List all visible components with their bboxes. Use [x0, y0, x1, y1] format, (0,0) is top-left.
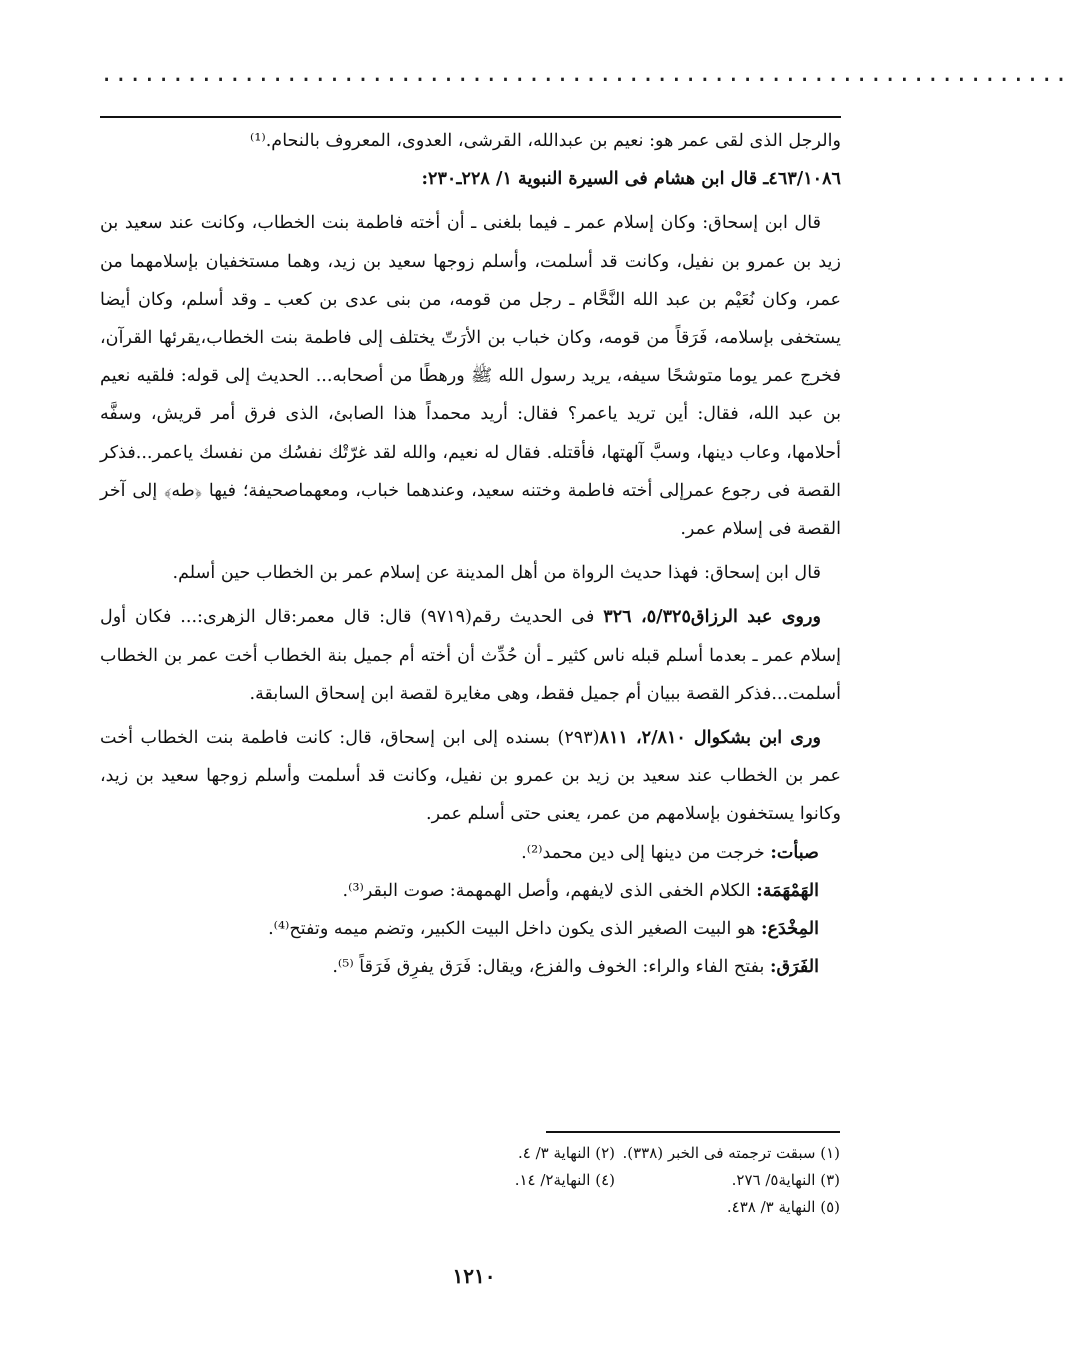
gloss-definition: بفتح الفاء والراء: الخوف والفزع، ويقال: فَرَق يفرِق فَرَقاً ⁽⁵⁾.	[332, 957, 770, 978]
gloss-definition: الكلام الخفى الذى لايفهم، وأصل الهمهمة: صوت البقر⁽³⁾.	[342, 880, 757, 901]
abd-al-razzaq-text: فى الحديث رقم(٩٧١٩) قال: قال معمر:قال الزهرى:... فكان أول إسلام عمر ـ بعدما أسلم قبله ناس كثير ـ أن حُدِّث أن أخته أم جميل بنة الخطاب أخت عمر بن الخطاب أسلمت...فذكر القصة ببيان أم جميل فقط، وهى مغايرة لقصة ابن إسحاق السابقة.	[100, 607, 841, 704]
gloss-entry	[100, 834, 841, 872]
gloss-definition: هو البيت الصغير الذى يكون داخل البيت الكبير، وتضم ميمه وتفتح⁽⁴⁾.	[268, 919, 761, 940]
abd-al-razzaq-source: وروى عبد الرزاق٥/٣٢٥، ٣٢٦	[603, 606, 821, 628]
ibn-ishaq-note: قال ابن إسحاق: فهذا حديث الرواة من أهل المدينة عن إسلام عمر بن الخطاب حين أسلم.	[172, 563, 821, 584]
header-rule	[100, 116, 841, 118]
footnote-3: (٣) النهاية٥/ ٢٧٦.	[731, 1171, 840, 1189]
header-dotted-line: ....................................................................	[100, 62, 1069, 87]
gloss-term: صبأت:	[770, 841, 819, 863]
footnote-row	[390, 1167, 840, 1194]
gloss-entry	[100, 872, 841, 910]
ibn-bashkuwal-source: ورى ابن بشكوال ٢/٨١٠، ٨١١	[599, 727, 821, 749]
footnote-row	[390, 1194, 840, 1221]
abd-al-razzaq-paragraph	[100, 598, 841, 713]
ibn-bashkuwal-paragraph	[100, 719, 841, 834]
gloss-entry	[100, 948, 841, 986]
footnote-5: (٥) النهاية ٣/ ٤٣٨.	[726, 1198, 840, 1216]
page-number: ١٢١٠	[452, 1264, 496, 1288]
footnote-1: (١) سبقت ترجمته فى الخبر (٣٣٨).	[622, 1144, 840, 1162]
gloss-term: المِخْدَع:	[760, 918, 819, 940]
ibn-ishaq-paragraph: قال ابن إسحاق: وكان إسلام عمر ـ فيما بلغنى ـ أن أخته فاطمة بنت الخطاب، وكانت عند سعيد بن زيد بن عمرو بن نفيل، وكانت قد أسلمت، وأسلم زوجها سعيد بن زيد، وهما مستخفيان بإسلامهما من عمر، وكان نُعَيْم بن عبد الله النَّحَّام ـ رجل من قومه، من بنى عدى بن كعب ـ وقد أسلم، وكان أيضا يستخفى بإسلامه، فَرَقاً من قومه، وكان خباب بن الأرَتّ يختلف إلى فاطمة بنت الخطاب،يقرئها القرآن، فخرج عمر يوما متوشحًا سيفه، يريد رسول الله ﷺ ورهطًا من أصحابه... الحديث إلى قوله: فلقيه نعيم بن عبد الله، فقال: أين تريد ياعمر؟ فقال: أريد محمداً هذا الصابئ، الذى فرق أمر قريش، وسفَّه أحلامها، وعاب دينها، وسبَّ آلهتها، فأقتله. فقال له نعيم، والله لقد غرّتْك نفسُك من نفسك ياعمر...فذكر القصة فى رجوع عمرإلى أخته فاطمة وختنه سعيد، وعندهما خباب، ومعهماصحيفة؛ فيها ﴿طه﴾ إلى آخر القصة فى إسلام عمر.	[100, 213, 841, 540]
narration-heading: ٤٦٣/١٠٨٦ـ قال ابن هشام فى السيرة النبوية ١/ ٢٢٨ـ٢٣٠:	[421, 168, 841, 190]
main-text	[100, 122, 841, 986]
footnote-row	[390, 1140, 840, 1167]
gloss-term: الفَرَق:	[769, 956, 819, 978]
gloss-entry	[100, 910, 841, 948]
gloss-definition: خرجت من دينها إلى دين محمد⁽²⁾.	[521, 842, 771, 863]
intro-paragraph: والرجل الذى لقى عمر هو: نعيم بن عبدالله، القرشى، العدوى، المعروف بالنحام.⁽¹⁾	[250, 131, 841, 151]
ibn-bashkuwal-text: (٢٩٣) بسنده إلى ابن إسحاق، قال: كانت فاطمة بنت الخطاب أخت عمر بن الخطاب عند سعيد بن زيد بن عمرو بن نفيل، وكانت قد أسلمت وأسلم زوجها سعيد بن زيد، وكانوا يستخفون بإسلامهم من عمر، يعنى حتى أسلم عمر.	[100, 728, 841, 825]
footnotes	[390, 1140, 840, 1221]
gloss-term: الهَمْهَمَة:	[756, 879, 819, 901]
footnote-2: (٢) النهاية ٣/ ٤.	[517, 1144, 615, 1162]
footnote-separator	[546, 1131, 840, 1133]
footnote-4: (٤) النهاية٢/ ١٤.	[514, 1171, 615, 1189]
